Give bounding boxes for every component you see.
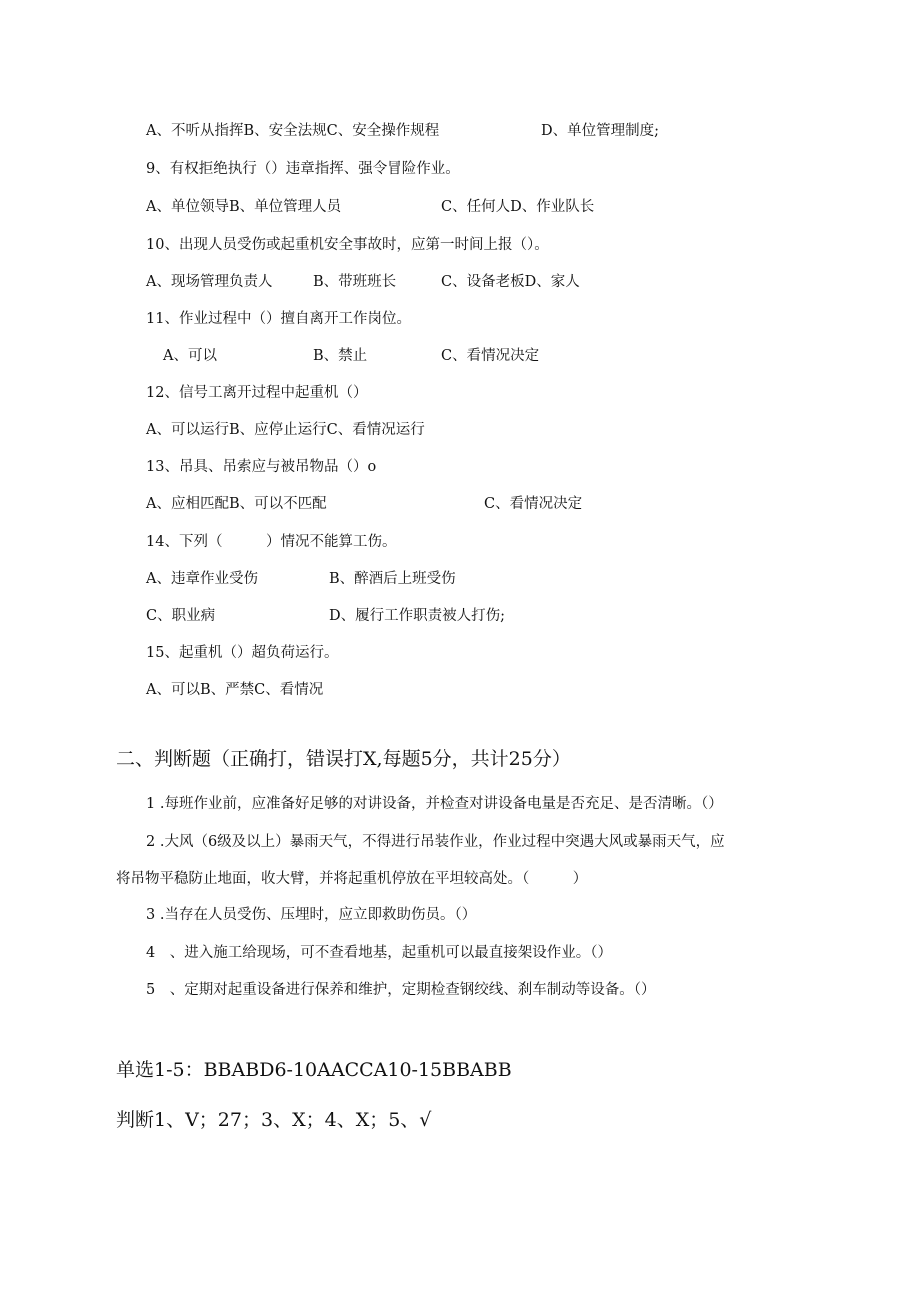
q9-option-ab: A、单位领导B、单位管理人员: [146, 199, 342, 215]
q14-option-c: C、职业病: [146, 608, 216, 624]
judgment-item-2-text-1: 2 .大风（6级及以上）暴雨天气，不得进行吊装作业，作业过程中突遇大风或暴雨天气，应: [146, 834, 725, 850]
q10-text: 10、出现人员受伤或起重机安全事故时，应第一时间上报（）。: [146, 237, 549, 253]
q10-option-a: A、现场管理负责人: [146, 274, 273, 290]
q11-text: 11、作业过程中（）擅自离开工作岗位。: [146, 311, 411, 327]
q9-option-cd: C、任何人D、作业队长: [441, 199, 595, 215]
q15-text: 15、起重机（）超负荷运行。: [146, 645, 339, 661]
judgment-item-2-text-2: 将吊物平稳防止地面，收大臂，并将起重机停放在平坦较高处。（ ）: [116, 871, 588, 887]
q12-options-text: A、可以运行B、应停止运行C、看情况运行: [146, 422, 425, 438]
q11-option-b: B、禁止: [313, 348, 368, 364]
judgment-heading-text: 二、判断题（正确打，错误打X,每题5分，共计25分）: [116, 748, 571, 770]
answer-choice-text: 单选1-5：BBABD6-10AACCA10-15BBABB: [116, 1059, 512, 1081]
judgment-item-3-text: 3 .当存在人员受伤、压埋时，应立即救助伤员。（）: [146, 907, 477, 923]
q14-option-b: B、醉酒后上班受伤: [329, 571, 456, 587]
q13-option-c: C、看情况决定: [484, 496, 583, 512]
q14-option-a: A、违章作业受伤: [146, 571, 258, 587]
answer-judgment-text: 判断1、V；27；3、X；4、X；5、√: [116, 1109, 432, 1131]
q15-options-text: A、可以B、严禁C、看情况: [146, 682, 324, 698]
q9-text: 9、有权拒绝执行（）违章指挥、强令冒险作业。: [146, 161, 460, 177]
q13-option-ab: A、应相匹配B、可以不匹配: [146, 496, 327, 512]
q10-option-cd: C、设备老板D、家人: [441, 274, 580, 290]
judgment-item-5-text: 5 、定期对起重设备进行保养和维护，定期检查钢绞线、刹车制动等设备。（）: [146, 982, 656, 998]
judgment-item-1-text: 1 .每班作业前，应准备好足够的对讲设备，并检查对讲设备电量是否充足、是否清晰。（）: [146, 796, 723, 812]
judgment-item-4-text: 4 、进入施工给现场，可不查看地基，起重机可以最直接架设作业。（）: [146, 945, 612, 961]
q14-option-d: D、履行工作职责被人打伤;: [329, 608, 506, 624]
q10-option-b: B、带班班长: [313, 274, 397, 290]
q11-option-a: A、可以: [163, 348, 217, 364]
q11-option-c: C、看情况决定: [441, 348, 540, 364]
q14-text: 14、下列（ ）情况不能算工伤。: [146, 534, 397, 550]
q12-text: 12、信号工离开过程中起重机（）: [146, 385, 368, 401]
q8-option-abc: A、不听从指挥B、安全法规C、安全操作规程: [146, 123, 440, 139]
q8-option-d: D、单位管理制度;: [541, 123, 660, 139]
q13-text: 13、吊具、吊索应与被吊物品（）o: [146, 459, 377, 475]
